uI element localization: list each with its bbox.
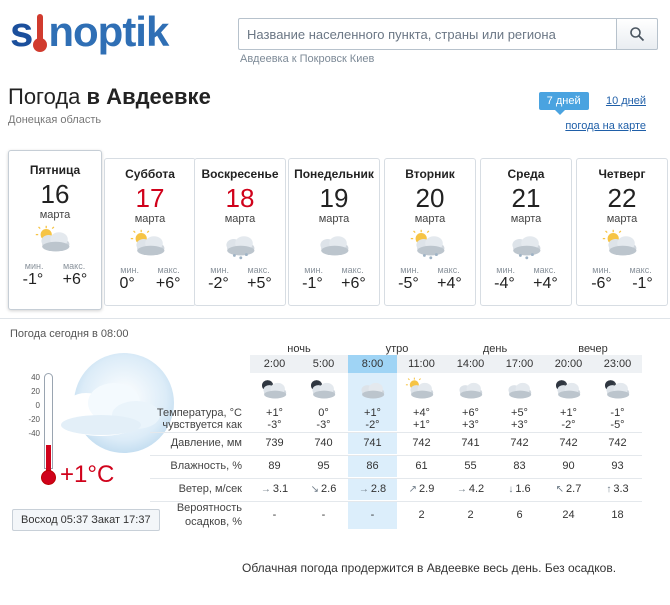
min-label: мин. xyxy=(24,261,44,271)
wind-direction-icon: ↓ xyxy=(508,484,514,496)
precipitation-value: - xyxy=(321,509,326,522)
pressure-value: 742 xyxy=(412,437,431,450)
precipitation-value: - xyxy=(272,509,277,522)
day-min-temp: -1° xyxy=(302,275,323,292)
table-row-wind xyxy=(150,478,642,500)
sun-cloud-icon xyxy=(130,229,170,261)
tab-10-days[interactable]: 10 дней xyxy=(605,95,646,107)
day-min-temp: -2° xyxy=(208,275,229,292)
search-button[interactable] xyxy=(616,18,658,50)
temperature-value: +1° xyxy=(348,407,397,419)
pressure-value: 742 xyxy=(559,437,578,450)
day-part-label: утро xyxy=(385,343,409,355)
table-row-parts xyxy=(150,343,642,355)
precipitation-value: 24 xyxy=(562,509,575,522)
hour-label: 20:00 xyxy=(544,355,593,373)
hour-label: 17:00 xyxy=(495,355,544,373)
thermometer-scale xyxy=(18,371,40,441)
forecast-day-card[interactable] xyxy=(480,158,572,306)
day-month: марта xyxy=(39,209,71,221)
max-label: макс. xyxy=(437,265,460,275)
humidity-value: 90 xyxy=(562,460,575,473)
max-label: макс. xyxy=(629,265,652,275)
hour-weather-icon xyxy=(593,373,642,407)
day-number: 18 xyxy=(225,183,255,213)
max-label: макс. xyxy=(62,261,86,271)
forecast-day-card[interactable] xyxy=(104,158,196,306)
day-min-temp: -6° xyxy=(591,275,612,292)
sunrise-sunset: Восход 05:37 Закат 17:37 xyxy=(12,509,160,531)
wind-value: → 4.2 xyxy=(456,483,485,496)
page-title xyxy=(8,84,211,110)
day-number: 17 xyxy=(135,183,165,213)
sun-cloud-icon xyxy=(602,229,642,261)
scale-tick: -20 xyxy=(28,415,40,424)
min-label: мин. xyxy=(304,265,323,275)
cloud-icon xyxy=(314,229,354,261)
day-of-week: Понедельник xyxy=(294,167,374,181)
temperature-value: +4° xyxy=(413,407,430,419)
wind-direction-icon: ↖ xyxy=(555,484,565,496)
forecast-day-card[interactable] xyxy=(576,158,668,306)
feels-like-value: -3° xyxy=(267,419,282,431)
forecast-summary: Облачная погода продержится в Авдеевке весь день. Без осадков. xyxy=(242,561,617,575)
pressure-value: 742 xyxy=(608,437,627,450)
sun-cloud-icon xyxy=(35,225,75,257)
day-part-label: вечер xyxy=(578,343,608,355)
hourly-weather-table xyxy=(150,343,642,529)
site-header xyxy=(0,0,670,70)
day-weather-icon xyxy=(105,229,195,263)
hour-label: 8:00 xyxy=(348,355,397,373)
day-part-label: ночь xyxy=(287,343,311,355)
page-title-prefix: Погода xyxy=(8,84,81,109)
max-label: макс. xyxy=(341,265,364,275)
day-max-temp: +4° xyxy=(437,275,462,292)
day-min-temp: -1° xyxy=(22,271,44,288)
day-min-temp: 0° xyxy=(119,275,135,292)
precipitation-value: 6 xyxy=(516,509,523,522)
temperature-value: 0° xyxy=(318,407,329,419)
humidity-value: 86 xyxy=(348,455,397,477)
humidity-value: 61 xyxy=(415,460,428,473)
max-label: макс. xyxy=(533,265,556,275)
wind-value: ↖ 2.7 xyxy=(555,483,582,496)
wind-value: ↘ 2.6 xyxy=(310,483,337,496)
table-row-humidity xyxy=(150,455,642,477)
precipitation-value: 2 xyxy=(467,509,474,522)
row-label-precipitation: Вероятность xyxy=(176,502,242,515)
day-weather-icon xyxy=(9,225,101,259)
humidity-value: 83 xyxy=(513,460,526,473)
row-label-wind: Ветер, м/сек xyxy=(178,483,242,496)
max-label: макс. xyxy=(247,265,270,275)
day-number: 21 xyxy=(511,183,541,213)
row-label-feels-like: чувствуется как xyxy=(162,419,242,431)
page-title-block xyxy=(8,84,211,126)
day-max-temp: +6° xyxy=(155,275,181,292)
feels-like-value: +1° xyxy=(413,419,430,431)
moon-cloud-icon xyxy=(552,377,585,403)
row-label-pressure: Давление, мм xyxy=(170,437,242,450)
hour-weather-icon xyxy=(348,373,397,407)
feels-like-value: +3° xyxy=(511,419,528,431)
day-max-temp: -1° xyxy=(632,275,653,292)
sun-cloud-snow-icon xyxy=(410,229,450,261)
min-label: мин. xyxy=(496,265,515,275)
day-of-week: Среда xyxy=(507,167,545,181)
day-number: 22 xyxy=(607,183,637,213)
day-of-week: Четверг xyxy=(598,167,646,181)
day-weather-icon xyxy=(195,229,285,263)
scale-tick: 20 xyxy=(31,387,40,396)
day-month: марта xyxy=(134,213,166,225)
row-label-humidity: Влажность, % xyxy=(170,460,242,473)
tab-7-days[interactable]: 7 дней xyxy=(539,92,589,110)
feels-like-value: -2° xyxy=(561,419,576,431)
cloud-icon xyxy=(454,377,487,403)
hour-weather-icon xyxy=(495,373,544,407)
cloud-icon xyxy=(356,377,389,403)
wind-direction-icon: ↗ xyxy=(408,484,418,496)
hour-label: 11:00 xyxy=(397,355,446,373)
hour-label: 2:00 xyxy=(250,355,299,373)
logo-text-second: noptik xyxy=(48,8,169,55)
hour-weather-icon xyxy=(397,373,446,407)
table-row-precipitation xyxy=(150,501,642,515)
scale-tick: 0 xyxy=(35,401,40,410)
temperature-value: +6° xyxy=(462,407,479,419)
sun-cloud-icon xyxy=(405,377,438,403)
hour-label: 5:00 xyxy=(299,355,348,373)
pressure-value: 742 xyxy=(510,437,529,450)
day-part-label: день xyxy=(482,343,508,355)
thermometer-icon xyxy=(32,12,48,52)
search-box xyxy=(238,18,658,50)
min-label: мин. xyxy=(400,265,419,275)
day-of-week: Вторник xyxy=(405,167,455,181)
hour-weather-icon xyxy=(250,373,299,407)
wind-direction-icon: ↑ xyxy=(606,484,612,496)
day-month: марта xyxy=(414,213,446,225)
weather-map-link[interactable]: погода на карте xyxy=(565,120,646,132)
day-max-temp: +6° xyxy=(341,275,366,292)
moon-cloud-icon xyxy=(601,377,634,403)
day-month: марта xyxy=(510,213,542,225)
humidity-value: 95 xyxy=(317,460,330,473)
pressure-value: 741 xyxy=(348,432,397,454)
day-of-week: Воскресенье xyxy=(201,167,279,181)
day-max-temp: +4° xyxy=(533,275,558,292)
min-label: мин. xyxy=(592,265,611,275)
forecast-days-strip xyxy=(4,150,666,312)
day-weather-icon xyxy=(577,229,667,263)
feels-like-value: -3° xyxy=(316,419,331,431)
cloud-icon xyxy=(503,377,536,403)
day-weather-icon xyxy=(385,229,475,263)
row-label-temperature: Температура, °С xyxy=(156,407,242,419)
feels-like-value: -5° xyxy=(610,419,625,431)
wind-value: ↗ 2.9 xyxy=(408,483,435,496)
cloud-snow-icon xyxy=(220,229,260,261)
table-row-icons xyxy=(150,373,642,407)
pressure-value: 741 xyxy=(461,437,480,450)
hour-weather-icon xyxy=(544,373,593,407)
hour-weather-icon xyxy=(299,373,348,407)
forecast-day-card[interactable] xyxy=(384,158,476,306)
humidity-value: 93 xyxy=(611,460,624,473)
wind-value: → 2.8 xyxy=(348,478,397,500)
hour-label: 23:00 xyxy=(593,355,642,373)
row-label-precipitation-2: осадков, % xyxy=(185,516,242,529)
wind-direction-icon: → xyxy=(260,484,271,496)
moon-cloud-icon xyxy=(258,377,291,403)
page-region: Донецкая область xyxy=(8,114,102,126)
scale-tick: 40 xyxy=(31,373,40,382)
logo-text-first: s xyxy=(10,8,33,55)
table-row-feels-like xyxy=(150,419,642,431)
feels-like-value: +3° xyxy=(462,419,479,431)
wind-direction-icon: → xyxy=(358,484,369,496)
max-label: макс. xyxy=(157,265,180,275)
today-big-temperature: +1°C xyxy=(60,461,115,488)
precipitation-value: - xyxy=(348,501,397,529)
day-weather-icon xyxy=(289,229,379,263)
moon-cloud-icon xyxy=(307,377,340,403)
day-month: марта xyxy=(224,213,256,225)
humidity-value: 55 xyxy=(464,460,477,473)
humidity-value: 89 xyxy=(268,460,281,473)
wind-direction-icon: ↘ xyxy=(310,484,320,496)
wind-direction-icon: → xyxy=(456,484,467,496)
min-label: мин. xyxy=(120,265,139,275)
today-panel xyxy=(0,318,670,548)
day-number: 16 xyxy=(40,179,70,209)
table-row-temperature xyxy=(150,407,642,419)
temperature-value: -1° xyxy=(610,407,625,419)
search-icon xyxy=(629,26,645,42)
day-month: марта xyxy=(318,213,350,225)
day-number: 20 xyxy=(415,183,445,213)
search-input[interactable] xyxy=(238,18,618,50)
day-of-week: Суббота xyxy=(125,167,175,181)
period-switch xyxy=(539,92,646,132)
day-number: 19 xyxy=(319,183,349,213)
day-max-temp: +6° xyxy=(62,271,88,288)
day-max-temp: +5° xyxy=(247,275,272,292)
pressure-value: 739 xyxy=(265,437,284,450)
precipitation-value: 18 xyxy=(611,509,624,522)
search-suggestions[interactable]: Авдеевка к Покровск Киев xyxy=(240,53,375,65)
table-row-hours xyxy=(150,355,642,373)
temperature-value: +5° xyxy=(511,407,528,419)
site-logo[interactable] xyxy=(10,8,168,56)
wind-value: ↑ 3.3 xyxy=(606,483,629,496)
min-label: мин. xyxy=(210,265,229,275)
forecast-day-card[interactable] xyxy=(288,158,380,306)
temperature-value: +1° xyxy=(560,407,577,419)
hour-label: 14:00 xyxy=(446,355,495,373)
pressure-value: 740 xyxy=(314,437,333,450)
table-row-pressure xyxy=(150,432,642,454)
cloud-snow-icon xyxy=(506,229,546,261)
forecast-day-card[interactable] xyxy=(194,158,286,306)
page-title-city: в Авдеевке xyxy=(86,84,211,109)
day-min-temp: -5° xyxy=(398,275,419,292)
wind-value: ↓ 1.6 xyxy=(508,483,531,496)
temperature-value: +1° xyxy=(266,407,283,419)
day-min-temp: -4° xyxy=(494,275,515,292)
day-of-week: Пятница xyxy=(29,163,81,177)
feels-like-value: -2° xyxy=(348,419,397,431)
today-heading: Погода сегодня в 08:00 xyxy=(10,328,129,340)
scale-tick: -40 xyxy=(28,429,40,438)
precipitation-value: 2 xyxy=(418,509,425,522)
forecast-day-card[interactable] xyxy=(8,150,102,310)
day-month: марта xyxy=(606,213,638,225)
wind-value: → 3.1 xyxy=(260,483,289,496)
hour-weather-icon xyxy=(446,373,495,407)
day-weather-icon xyxy=(481,229,571,263)
